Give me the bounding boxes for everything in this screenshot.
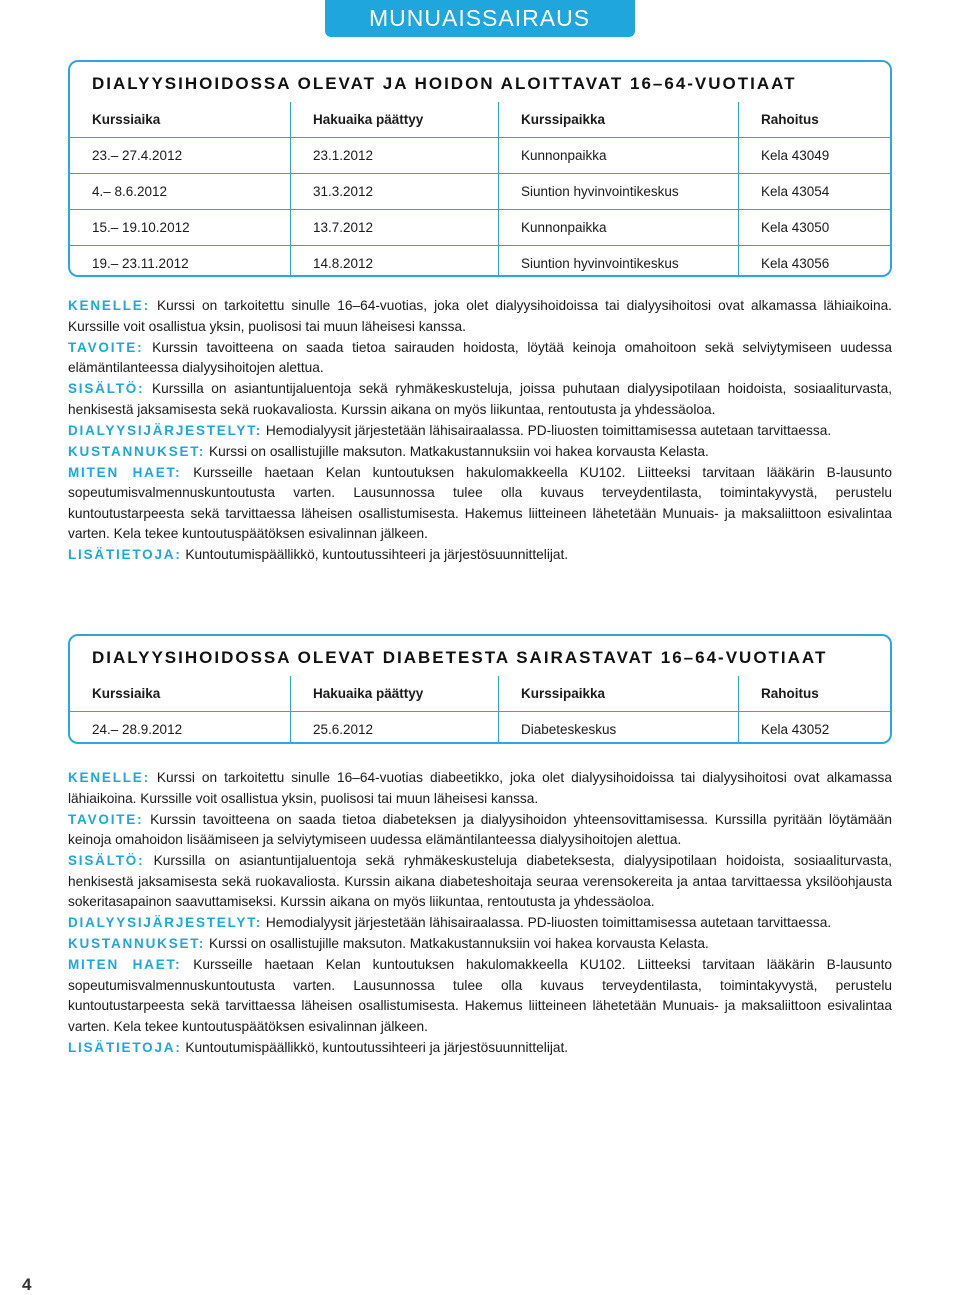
detail-label: MITEN HAET: <box>68 957 182 972</box>
detail-label: SISÄLTÖ: <box>68 853 145 868</box>
table-row <box>70 210 890 246</box>
course-table-box <box>68 634 892 744</box>
detail-label: KENELLE: <box>68 298 150 313</box>
detail-paragraph <box>68 955 892 1037</box>
table-cell: Kela 43056 <box>739 246 891 278</box>
detail-paragraph <box>68 768 892 809</box>
course-table-box <box>68 60 892 277</box>
column-header: Rahoitus <box>761 686 819 701</box>
course-schedule-table <box>70 676 890 744</box>
table-cell: 14.8.2012 <box>291 246 499 278</box>
detail-label: MITEN HAET: <box>68 464 182 480</box>
table-cell: Kela 43050 <box>739 210 891 246</box>
column-header: Kurssipaikka <box>499 676 739 712</box>
table-cell: Kela 43052 <box>739 712 891 745</box>
detail-text: Kurssilla on asiantuntijaluentoja sekä ryhmäkeskusteluja diabeteksesta, dialyysipotilaan hoidoista, sosiaaliturvasta, henkisestä jaksamisesta sekä ruokavaliosta. Kurssin aikana diabeteshoitaja seuraa verensokereita ja antaa tarvittaessa yksilöohjausta sokeritasapainon saavuttamiseksi. Kurssin aikana on myös liikuntaa, rentoutusta ja yhdessäoloa. <box>68 853 892 909</box>
table-row <box>70 246 890 278</box>
detail-paragraph <box>68 463 892 545</box>
page-number: 4 <box>22 1275 32 1294</box>
detail-label: KUSTANNUKSET: <box>68 443 206 459</box>
table-cell: Kunnonpaikka <box>499 138 739 174</box>
table-cell: Kela 43054 <box>739 174 891 210</box>
table-cell: 23.– 27.4.2012 <box>70 138 291 174</box>
detail-label: TAVOITE: <box>68 339 144 355</box>
detail-label: SISÄLTÖ: <box>68 381 145 396</box>
column-header: Kurssipaikka <box>499 102 739 138</box>
detail-text: Kurssi on osallistujille maksuton. Matkakustannuksiin voi hakea korvausta Kelasta. <box>205 443 709 459</box>
detail-label: LISÄTIETOJA: <box>68 1039 182 1055</box>
detail-paragraph <box>68 421 892 442</box>
detail-label: KENELLE: <box>68 770 150 785</box>
detail-text: Kurssin tavoitteena on saada tietoa diabeteksen ja dialyysihoidon yhteensovittamisessa. Kurssilla pyritään löytämään keinoja omahoidon lisäämiseen ja selviytymiseen uudessa elämäntilanteessa dialyysihoitojen alettua. <box>68 811 892 847</box>
table-cell: 13.7.2012 <box>291 210 499 246</box>
table-cell: Siuntion hyvinvointikeskus <box>499 246 739 278</box>
column-header: Hakuaika päättyy <box>291 676 499 712</box>
table-cell: 23.1.2012 <box>291 138 499 174</box>
table-cell: 25.6.2012 <box>291 712 499 745</box>
detail-text: Hemodialyysit järjestetään lähisairaalassa. PD-liuosten toimittamisessa autetaan tarvittaessa. <box>262 422 832 438</box>
detail-paragraph <box>68 1038 892 1059</box>
detail-paragraph <box>68 379 892 420</box>
detail-text: Kurssi on tarkoitettu sinulle 16–64-vuotias diabeetikko, joka olet dialyysihoidoissa tai dialyysihoitosi ovat alkamassa lähiaikoina. Kurssille voit osallistua yksin, puolisosi tai muun läheisesi kanssa. <box>68 770 892 806</box>
column-header: Kurssiaika <box>70 102 291 138</box>
detail-paragraph <box>68 851 892 913</box>
detail-text: Kurssilla on asiantuntijaluentoja sekä ryhmäkeskusteluja, joissa puhutaan dialyysipotilaan hoidoista, sosiaaliturvasta, henkisestä jaksamisesta sekä ruokavaliosta. Kurssin aikana on myös liikuntaa, rentoutusta ja yhdessäoloa. <box>68 381 892 417</box>
course-description <box>68 296 892 566</box>
detail-paragraph <box>68 934 892 955</box>
detail-label: LISÄTIETOJA: <box>68 547 182 562</box>
table-header-row <box>70 102 890 138</box>
detail-paragraph <box>68 545 892 566</box>
table-cell: Siuntion hyvinvointikeskus <box>499 174 739 210</box>
detail-paragraph <box>68 296 892 337</box>
table-row <box>70 712 890 745</box>
detail-paragraph <box>68 913 892 934</box>
detail-text: Kursseille haetaan Kelan kuntoutuksen hakulomakkeella KU102. Liitteeksi tarvitaan lääkärin B-lausunto sopeutumisvalmennuskuntoutusta varten. Lausunnossa tulee olla kuvaus terveydentilasta, toimintakyvystä, perustelu kuntoutustarpeesta sekä tarvittaessa läheisen osallistumisesta. Hakemus liitteineen lähetetään Munuais- ja maksaliittoon esivalintaa varten. Kela tekee kuntoutuspäätöksen esivalinnan jälkeen. <box>68 957 893 1034</box>
table-row <box>70 174 890 210</box>
table-cell: Diabeteskeskus <box>499 712 739 745</box>
column-header: Rahoitus <box>761 112 819 127</box>
detail-paragraph <box>68 338 892 379</box>
detail-text: Kursseille haetaan Kelan kuntoutuksen hakulomakkeella KU102. Liitteeksi tarvitaan lääkärin B-lausunto sopeutumisvalmennuskuntoutusta varten. Lausunnossa tulee olla kuvaus terveydentilasta, toimintakyvystä, perustelu kuntoutustarpeesta sekä tarvittaessa läheisen osallistumisesta. Hakemus liitteineen lähetetään Munuais- ja maksaliittoon esivalintaa varten. Kela tekee kuntoutuspäätöksen esivalinnan jälkeen. <box>68 464 893 541</box>
table-cell: 19.– 23.11.2012 <box>70 246 291 278</box>
course-description <box>68 768 892 1058</box>
section-title: MUNUAISSAIRAUS <box>369 5 591 31</box>
detail-text: Kurssi on tarkoitettu sinulle 16–64-vuotias, joka olet dialyysihoidoissa tai dialyysihoitosi ovat alkamassa lähiaikoina. Kurssille voit osallistua yksin, puolisosi tai muun läheisesi kanssa. <box>68 298 892 334</box>
detail-paragraph <box>68 442 892 463</box>
table-cell: 24.– 28.9.2012 <box>70 712 291 745</box>
table-cell: 15.– 19.10.2012 <box>70 210 291 246</box>
table-cell: Kunnonpaikka <box>499 210 739 246</box>
table-header-row <box>70 676 890 712</box>
course-title: DIALYYSIHOIDOSSA OLEVAT DIABETESTA SAIRASTAVAT 16–64-VUOTIAAT <box>92 648 828 667</box>
course-title: DIALYYSIHOIDOSSA OLEVAT JA HOIDON ALOITTAVAT 16–64-VUOTIAAT <box>92 74 797 93</box>
detail-label: TAVOITE: <box>68 811 144 827</box>
detail-text: Kurssin tavoitteena on saada tietoa sairauden hoidosta, löytää keinoja omahoitoon sekä selviytymiseen uudessa elämäntilanteessa dialyysihoitojen alettua. <box>68 339 892 375</box>
table-cell: Kela 43049 <box>739 138 891 174</box>
detail-paragraph <box>68 810 892 851</box>
table-cell: 4.– 8.6.2012 <box>70 174 291 210</box>
detail-text: Kurssi on osallistujille maksuton. Matkakustannuksiin voi hakea korvausta Kelasta. <box>205 936 709 951</box>
section-header-tab <box>325 0 635 37</box>
table-row <box>70 138 890 174</box>
detail-label: KUSTANNUKSET: <box>68 936 206 951</box>
course-schedule-table <box>70 102 890 277</box>
detail-text: Kuntoutumispäällikkö, kuntoutussihteeri ja järjestösuunnittelijat. <box>181 1039 569 1055</box>
column-header: Kurssiaika <box>70 676 291 712</box>
detail-text: Kuntoutumispäällikkö, kuntoutussihteeri ja järjestösuunnittelijat. <box>181 547 569 562</box>
detail-text: Hemodialyysit järjestetään lähisairaalassa. PD-liuosten toimittamisessa autetaan tarvittaessa. <box>262 915 832 930</box>
table-cell: 31.3.2012 <box>291 174 499 210</box>
detail-label: DIALYYSIJÄRJESTELYT: <box>68 422 263 438</box>
column-header: Hakuaika päättyy <box>291 102 499 138</box>
detail-label: DIALYYSIJÄRJESTELYT: <box>68 915 263 930</box>
